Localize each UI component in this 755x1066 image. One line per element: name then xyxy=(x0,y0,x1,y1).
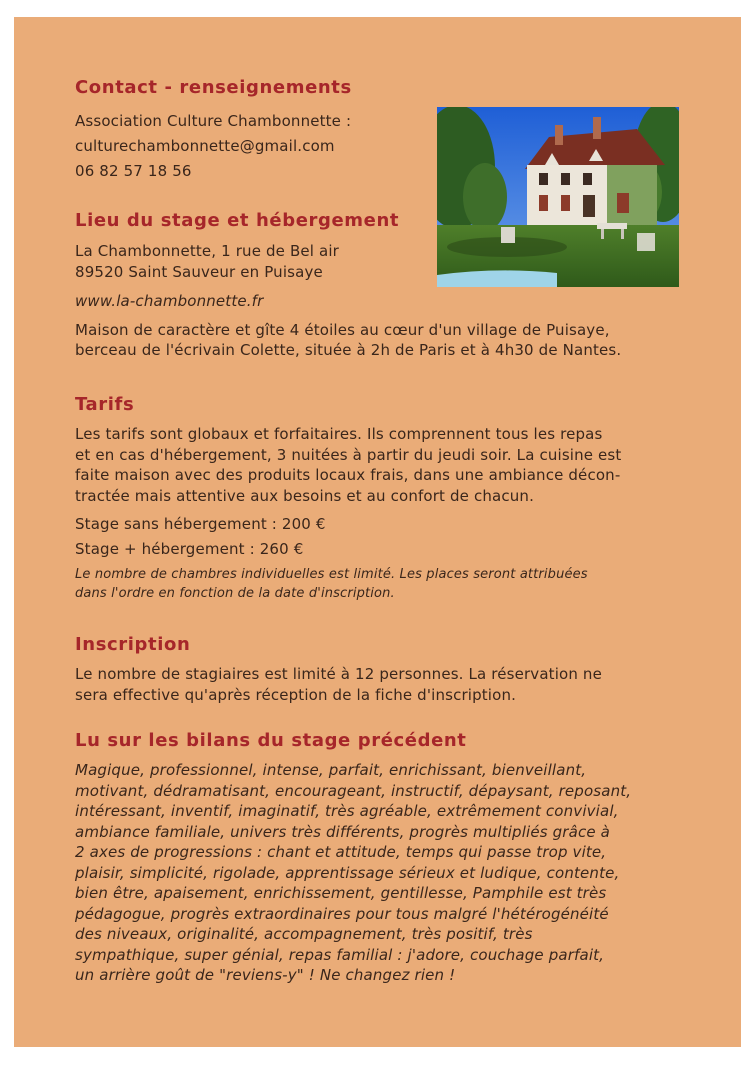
tarifs-description-line: et en cas d'hébergement, 3 nuitées à partir du jeudi soir. La cuisine est xyxy=(75,445,622,464)
bilans-line: des niveaux, originalité, accompagnement, très positif, très xyxy=(75,925,533,943)
inscription-description-line: sera effective qu'après réception de la fiche d'inscription. xyxy=(75,685,517,704)
bilans-line: intéressant, inventif, imaginatif, très agréable, extrêmement convivial, xyxy=(75,802,619,820)
bilans-line: pédagogue, progrès extraordinaires pour tous malgré l'hétérogénéité xyxy=(75,904,609,923)
bilans-line: sympathique, super génial, repas familial : j'adore, couchage parfait, xyxy=(75,945,605,964)
lieu-description-line: Maison de caractère et gîte 4 étoiles au cœur d'un village de Puisaye, xyxy=(75,320,610,339)
lieu-description-line: berceau de l'écrivain Colette, située à 2h de Paris et à 4h30 de Nantes. xyxy=(75,341,622,359)
lieu-heading: Lieu du stage et hébergement xyxy=(75,210,400,231)
tarifs-note-line: Le nombre de chambres individuelles est limité. Les places seront attribuées xyxy=(75,567,588,582)
lieu-website-link[interactable]: www.la-chambonnette.fr xyxy=(75,292,264,310)
bilans-line: un arrière goût de "reviens-y" ! Ne changez rien ! xyxy=(75,966,456,984)
tarifs-heading: Tarifs xyxy=(75,394,135,415)
tarifs-description-line: Les tarifs sont globaux et forfaitaires. Ils comprennent tous les repas xyxy=(75,425,603,443)
price-with-lodging: Stage + hébergement : 260 € xyxy=(75,540,304,558)
tarifs-description-line: tractée mais attentive aux besoins et au confort de chacun. xyxy=(75,486,534,505)
bilans-line: plaisir, simplicité, rigolade, apprentissage sérieux et ludique, contente, xyxy=(75,863,620,882)
bilans-line: bien être, apaisement, enrichissement, gentillesse, Pamphile est très xyxy=(75,884,607,902)
contact-association: Association Culture Chambonnette : xyxy=(75,112,352,130)
lieu-section xyxy=(75,210,685,361)
tarifs-description-line: faite maison avec des produits locaux frais, dans une ambiance décon- xyxy=(75,466,621,484)
bilans-heading: Lu sur les bilans du stage précédent xyxy=(75,730,467,751)
bilans-line: 2 axes de progressions : chant et attitude, temps qui passe trop vite, xyxy=(75,843,607,861)
price-without-lodging: Stage sans hébergement : 200 € xyxy=(75,515,326,533)
tarifs-note-line: dans l'ordre en fonction de la date d'inscription. xyxy=(75,585,395,601)
tarifs-section xyxy=(75,394,685,603)
bilans-line: ambiance familiale, univers très différents, progrès multipliés grâce à xyxy=(75,822,610,841)
contact-section xyxy=(75,77,352,184)
inscription-description-line: Le nombre de stagiaires est limité à 12 personnes. La réservation ne xyxy=(75,665,602,683)
contact-phone: 06 82 57 18 56 xyxy=(75,162,192,180)
bilans-line: Magique, professionnel, intense, parfait, enrichissant, bienveillant, xyxy=(75,761,587,779)
bilans-section xyxy=(75,730,685,986)
lieu-address-line: La Chambonnette, 1 rue de Bel air xyxy=(75,242,340,260)
inscription-section xyxy=(75,634,685,705)
inscription-heading: Inscription xyxy=(75,634,191,655)
contact-heading: Contact - renseignements xyxy=(75,77,352,98)
brochure-page xyxy=(14,17,741,1047)
contact-email[interactable]: culturechambonnette@gmail.com xyxy=(75,137,335,155)
bilans-line: motivant, dédramatisant, encourageant, instructif, dépaysant, reposant, xyxy=(75,781,632,800)
lieu-address-line: 89520 Saint Sauveur en Puisaye xyxy=(75,262,323,281)
